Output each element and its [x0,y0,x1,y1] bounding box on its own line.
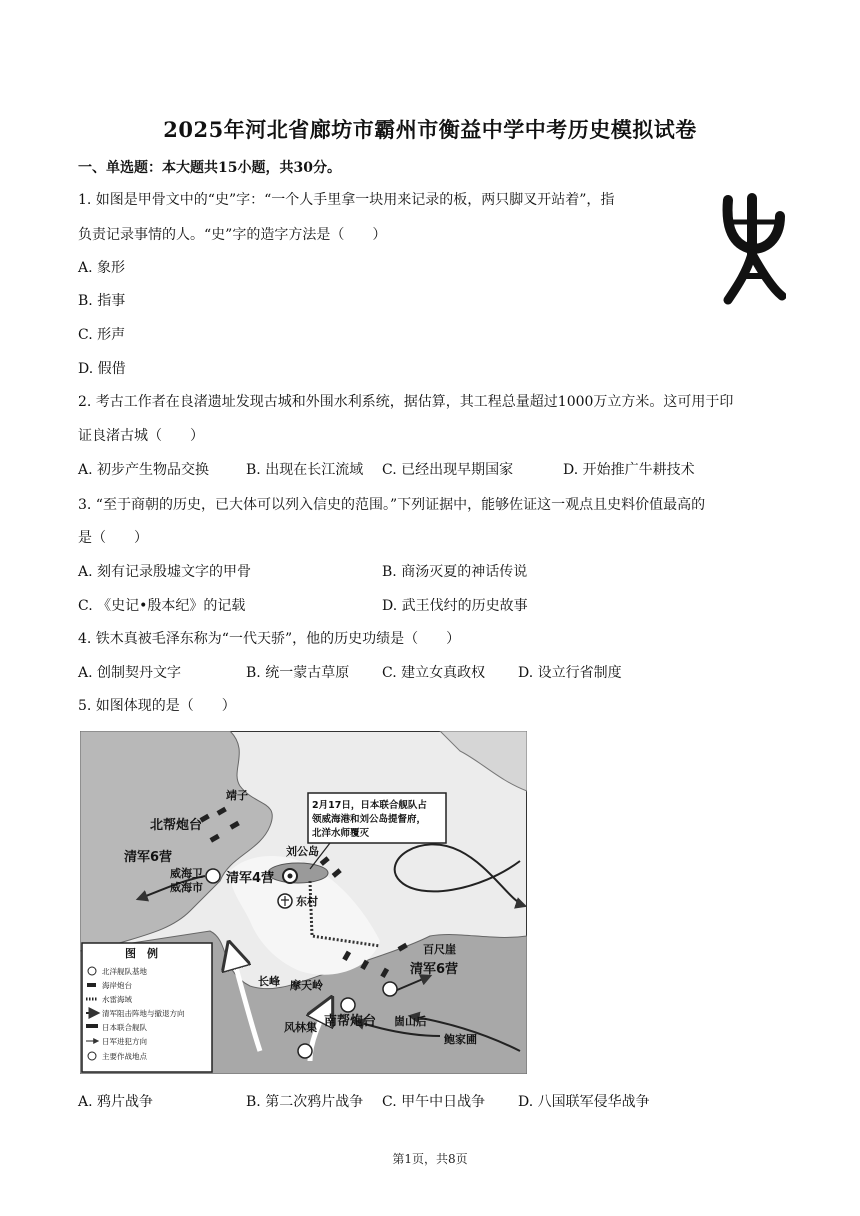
q1-stem-line2: 负责记录事情的人。“史”字的造字方法是（ ） [78,227,387,243]
section-heading: 一、单选题：本大题共15小题，共30分。 [78,160,341,176]
page-title: 2025年河北省廊坊市霸州市衡益中学中考历史模拟试卷 [163,117,697,142]
q5-option-b[interactable]: B. 第二次鸦片战争 [246,1094,364,1110]
oracle-bone-shi-glyph [722,192,786,312]
q3-option-c[interactable]: C. 《史记•殷本纪》的记载 [78,598,246,614]
q3-stem-line2: 是（ ） [78,530,148,546]
q4-option-c[interactable]: C. 建立女真政权 [382,665,486,681]
label-motian: 摩天岭 [290,979,323,992]
label-jingzi: 靖子 [226,789,248,802]
q5-option-a[interactable]: A. 鸦片战争 [78,1094,154,1110]
legend-battle-icon [88,1052,96,1060]
legend-item-0: 北洋舰队基地 [102,967,147,976]
label-baichi: 百尺崖 [423,943,456,956]
q2-stem-line1: 2. 考古工作者在良渚遗址发现古城和外围水利系统，据估算，其工程总量超过1000万立方米。这可用于印 [78,394,734,410]
q2-option-a[interactable]: A. 初步产生物品交换 [78,462,210,478]
label-qing6-east: 清军6营 [410,962,459,977]
legend-item-1: 海岸炮台 [102,981,132,990]
q1-option-b[interactable]: B. 指事 [78,293,126,309]
label-liugong: 刘公岛 [286,845,319,858]
legend-title: 图 例 [125,947,158,960]
label-qing6-west: 清军6营 [124,850,173,865]
q2-option-d[interactable]: D. 开始推广牛耕技术 [563,462,695,478]
label-baojia: 鲍家圃 [444,1033,477,1046]
legend-item-4: 日本联合舰队 [102,1023,147,1032]
q5-stem: 5. 如图体现的是（ ） [78,698,236,714]
q3-option-b[interactable]: B. 商汤灭夏的神话传说 [382,564,528,580]
q5-option-d[interactable]: D. 八国联军侵华战争 [518,1094,650,1110]
weihaiwei-battle-map [80,731,527,1074]
label-nanbang: 南帮炮台 [324,1014,377,1029]
legend-item-2: 水雷海域 [102,995,132,1004]
q1-option-d[interactable]: D. 假借 [78,361,126,377]
label-weihaishi: 威海市 [170,881,203,894]
label-qing4: 清军4营 [226,871,275,886]
q1-stem-line1: 1. 如图是甲骨文中的“史”字：“一个人手里拿一块用来记录的板，两只脚叉开站着”，指 [78,192,615,208]
legend-item-5: 日军进犯方向 [102,1037,147,1046]
q2-option-c[interactable]: C. 已经出现早期国家 [382,462,514,478]
label-fenglin: 风林集 [284,1021,317,1034]
label-gaoshan: 崮山后 [394,1015,427,1028]
label-weihaiwei: 威海卫 [170,867,203,880]
legend-fleet-icon [86,1024,98,1028]
q4-option-d[interactable]: D. 设立行省制度 [518,665,622,681]
q4-stem: 4. 铁木真被毛泽东称为“一代天骄”，他的历史功绩是（ ） [78,631,461,647]
q4-option-a[interactable]: A. 创制契丹文字 [78,665,182,681]
q4-option-b[interactable]: B. 统一蒙古草原 [246,665,350,681]
legend-anchor-icon [88,967,96,975]
callout-line1: 2月17日，日本联合舰队占 [312,800,427,811]
q1-option-c[interactable]: C. 形声 [78,327,126,343]
liugong-island [268,863,328,883]
q3-option-a[interactable]: A. 刻有记录殷墟文字的甲骨 [78,564,252,580]
page-footer: 第1页，共8页 [392,1152,468,1166]
legend-item-3: 清军阻击阵地与撤退方向 [102,1009,185,1018]
q2-stem-line2: 证良渚古城（ ） [78,428,204,444]
q3-stem-line1: 3. “至于商朝的历史，已大体可以列入信史的范围。”下列证据中，能够佐证这一观点且史料价值最高的 [78,497,706,513]
label-changfeng: 长峰 [258,975,280,988]
callout-line2: 领威海港和刘公岛提督府， [312,814,427,825]
q3-option-d[interactable]: D. 武王伐纣的历史故事 [382,598,528,614]
label-dongcun: 东村 [296,895,318,908]
legend-item-6: 主要作战地点 [102,1052,147,1061]
callout-line3: 北洋水师覆灭 [312,828,370,839]
label-beibang: 北帮炮台 [150,818,203,833]
legend-battery-icon [87,983,96,987]
liugong-eye-pupil [288,874,293,879]
q2-option-b[interactable]: B. 出现在长江流域 [246,462,364,478]
q1-option-a[interactable]: A. 象形 [78,260,126,276]
q5-option-c[interactable]: C. 甲午中日战争 [382,1094,486,1110]
